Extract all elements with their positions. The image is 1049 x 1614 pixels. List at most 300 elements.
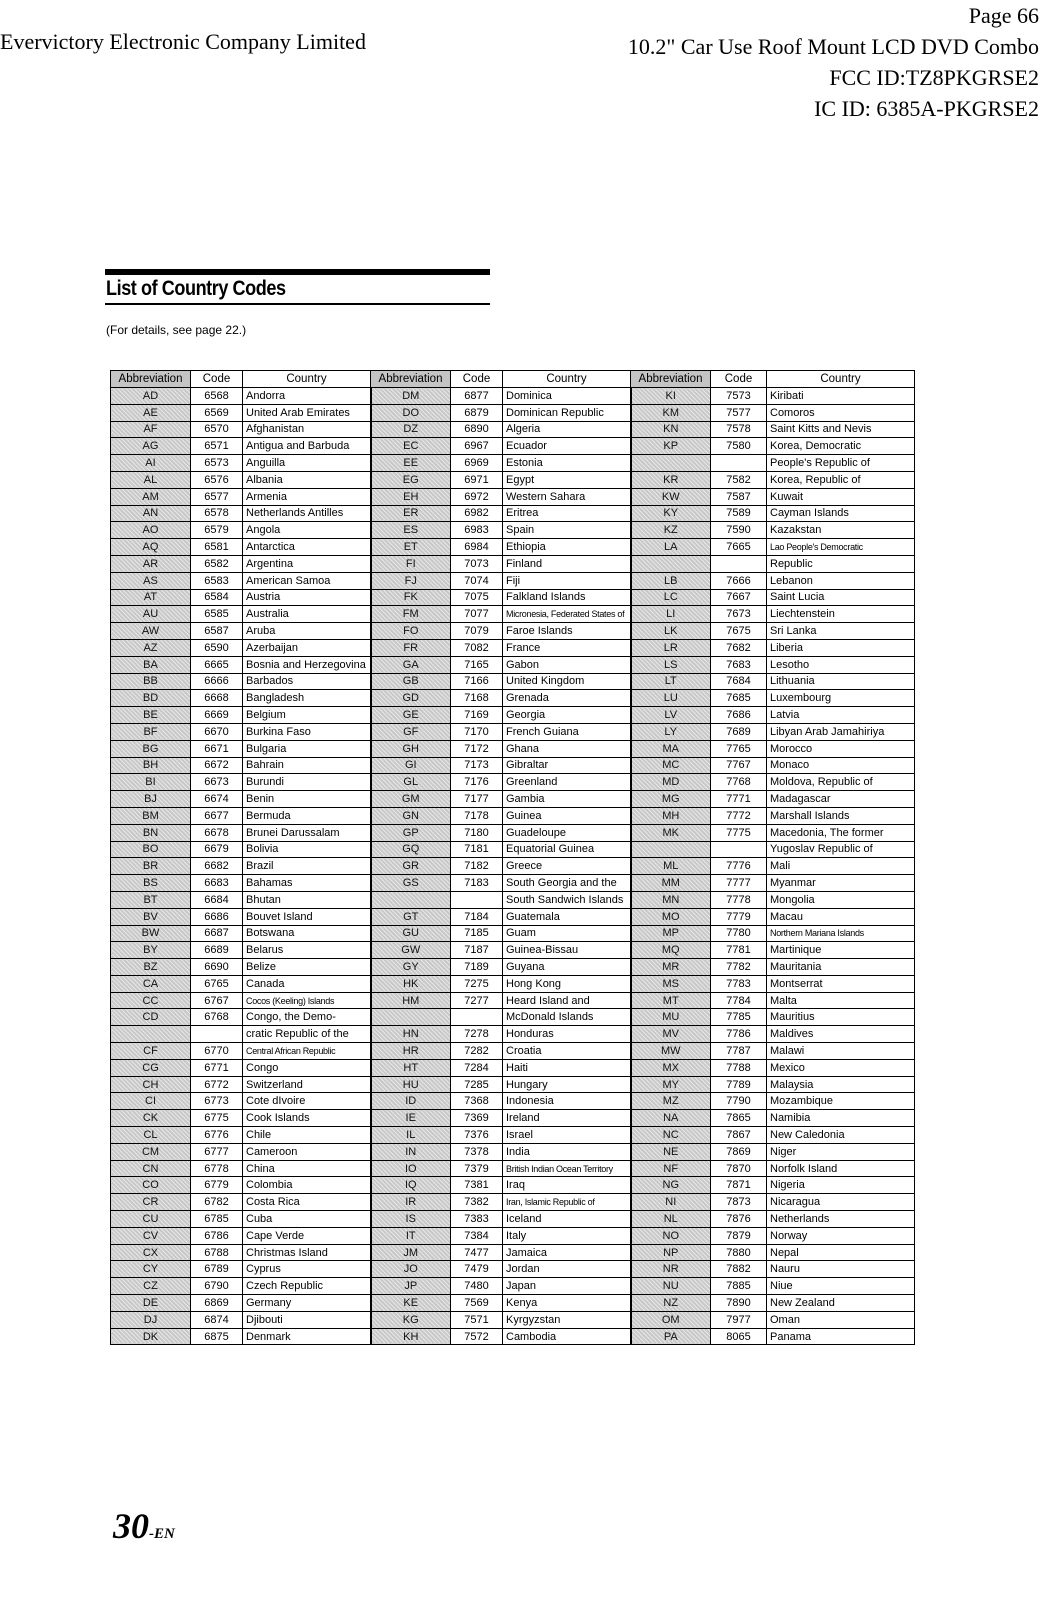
- code-cell: 7168: [451, 690, 503, 707]
- table-row: [111, 1043, 915, 1060]
- code-cell: 7865: [711, 1110, 767, 1127]
- abbreviation-cell: IR: [371, 1194, 451, 1211]
- country-cell: New Caledonia: [767, 1127, 915, 1144]
- code-cell: 7873: [711, 1194, 767, 1211]
- abbreviation-cell: LK: [631, 623, 711, 640]
- country-cell: Iraq: [503, 1177, 631, 1194]
- code-cell: 7787: [711, 1043, 767, 1060]
- abbreviation-cell: DJ: [111, 1311, 191, 1328]
- code-cell: 6786: [191, 1227, 243, 1244]
- code-cell: 7383: [451, 1211, 503, 1228]
- abbreviation-cell: IE: [371, 1110, 451, 1127]
- code-cell: 6674: [191, 791, 243, 808]
- table-row: [111, 740, 915, 757]
- country-cell: Namibia: [767, 1110, 915, 1127]
- abbreviation-cell: MK: [631, 824, 711, 841]
- country-cell: Monaco: [767, 757, 915, 774]
- abbreviation-cell: KG: [371, 1311, 451, 1328]
- country-cell: Czech Republic: [243, 1278, 371, 1295]
- abbreviation-cell: IL: [371, 1127, 451, 1144]
- code-cell: 7869: [711, 1143, 767, 1160]
- code-cell: 6579: [191, 522, 243, 539]
- country-cell: Australia: [243, 606, 371, 623]
- code-cell: 7578: [711, 421, 767, 438]
- abbreviation-cell: CN: [111, 1160, 191, 1177]
- title-rule-top: [105, 269, 490, 275]
- abbreviation-cell: AE: [111, 404, 191, 421]
- country-cell: Costa Rica: [243, 1194, 371, 1211]
- code-cell: 7073: [451, 555, 503, 572]
- country-cell: Chile: [243, 1127, 371, 1144]
- country-cell: Cuba: [243, 1211, 371, 1228]
- country-cell: United Kingdom: [503, 673, 631, 690]
- country-cell: Belgium: [243, 707, 371, 724]
- abbreviation-cell: BM: [111, 807, 191, 824]
- code-cell: 8065: [711, 1328, 767, 1345]
- code-cell: 7775: [711, 824, 767, 841]
- abbreviation-cell: NA: [631, 1110, 711, 1127]
- abbreviation-cell: KM: [631, 404, 711, 421]
- country-cell: Croatia: [503, 1043, 631, 1060]
- country-cell: Norway: [767, 1227, 915, 1244]
- code-cell: 7282: [451, 1043, 503, 1060]
- country-cell: Iceland: [503, 1211, 631, 1228]
- country-cell: Bangladesh: [243, 690, 371, 707]
- country-cell: Benin: [243, 791, 371, 808]
- abbreviation-cell: GM: [371, 791, 451, 808]
- abbreviation-cell: KR: [631, 471, 711, 488]
- code-cell: 7779: [711, 908, 767, 925]
- product-name: 10.2" Car Use Roof Mount LCD DVD Combo: [627, 34, 1039, 59]
- code-cell: 6583: [191, 572, 243, 589]
- country-cell: Canada: [243, 975, 371, 992]
- code-cell: 7277: [451, 992, 503, 1009]
- code-cell: 7571: [451, 1311, 503, 1328]
- code-cell: 7783: [711, 975, 767, 992]
- code-cell: 7177: [451, 791, 503, 808]
- abbreviation-cell: [371, 1009, 451, 1026]
- table-row: [111, 539, 915, 556]
- country-cell: Malaysia: [767, 1076, 915, 1093]
- code-cell: 7777: [711, 875, 767, 892]
- country-cell: Christmas Island: [243, 1244, 371, 1261]
- code-cell: 6568: [191, 388, 243, 405]
- page-number: [113, 1505, 175, 1547]
- title-rule-bottom: [105, 303, 490, 305]
- abbreviation-cell: ET: [371, 539, 451, 556]
- table-row: [111, 707, 915, 724]
- abbreviation-cell: AS: [111, 572, 191, 589]
- abbreviation-cell: BR: [111, 858, 191, 875]
- country-cell: Mauritius: [767, 1009, 915, 1026]
- code-cell: [711, 455, 767, 472]
- code-cell: 7880: [711, 1244, 767, 1261]
- abbreviation-cell: IT: [371, 1227, 451, 1244]
- country-cell: Cayman Islands: [767, 505, 915, 522]
- country-cell: Ireland: [503, 1110, 631, 1127]
- abbreviation-cell: AI: [111, 455, 191, 472]
- abbreviation-cell: CF: [111, 1043, 191, 1060]
- country-cell: Gabon: [503, 656, 631, 673]
- abbreviation-cell: PA: [631, 1328, 711, 1345]
- code-cell: 7870: [711, 1160, 767, 1177]
- country-cell: Japan: [503, 1278, 631, 1295]
- country-cell: Belarus: [243, 942, 371, 959]
- country-cell: Andorra: [243, 388, 371, 405]
- code-cell: 7666: [711, 572, 767, 589]
- code-cell: 7382: [451, 1194, 503, 1211]
- code-cell: 6581: [191, 539, 243, 556]
- abbreviation-cell: GE: [371, 707, 451, 724]
- code-cell: 6982: [451, 505, 503, 522]
- country-cell: Dominican Republic: [503, 404, 631, 421]
- country-cell: Spain: [503, 522, 631, 539]
- country-cell: Republic: [767, 555, 915, 572]
- code-cell: 6972: [451, 488, 503, 505]
- table-row: [111, 589, 915, 606]
- table-row: [111, 388, 915, 405]
- code-cell: 7180: [451, 824, 503, 841]
- country-cell: Niue: [767, 1278, 915, 1295]
- code-cell: 6686: [191, 908, 243, 925]
- code-cell: 7176: [451, 774, 503, 791]
- country-cell: Guyana: [503, 959, 631, 976]
- country-cell: Madagascar: [767, 791, 915, 808]
- abbreviation-cell: LV: [631, 707, 711, 724]
- country-cell: India: [503, 1143, 631, 1160]
- abbreviation-cell: IN: [371, 1143, 451, 1160]
- table-row: [111, 1261, 915, 1278]
- code-cell: 6670: [191, 723, 243, 740]
- abbreviation-cell: MS: [631, 975, 711, 992]
- table-row: [111, 1160, 915, 1177]
- abbreviation-cell: CI: [111, 1093, 191, 1110]
- ic-id: IC ID: 6385A-PKGRSE2: [814, 96, 1039, 121]
- code-cell: 7082: [451, 639, 503, 656]
- table-row: [111, 455, 915, 472]
- country-cell: Cocos (Keeling) Islands: [243, 992, 371, 1009]
- code-cell: 7871: [711, 1177, 767, 1194]
- code-cell: 6869: [191, 1295, 243, 1312]
- code-cell: 7569: [451, 1295, 503, 1312]
- country-cell: Greece: [503, 858, 631, 875]
- abbreviation-cell: BN: [111, 824, 191, 841]
- table-row: [111, 471, 915, 488]
- country-cell: Angola: [243, 522, 371, 539]
- country-cell: Heard Island and: [503, 992, 631, 1009]
- abbreviation-cell: AG: [111, 438, 191, 455]
- country-cell: Armenia: [243, 488, 371, 505]
- code-cell: 7867: [711, 1127, 767, 1144]
- country-cell: People's Republic of: [767, 455, 915, 472]
- country-cell: Korea, Republic of: [767, 471, 915, 488]
- table-row: [111, 1211, 915, 1228]
- code-cell: 7781: [711, 942, 767, 959]
- country-cell: Liberia: [767, 639, 915, 656]
- country-cell: Kuwait: [767, 488, 915, 505]
- code-cell: 7885: [711, 1278, 767, 1295]
- abbreviation-cell: BA: [111, 656, 191, 673]
- country-cell: Netherlands Antilles: [243, 505, 371, 522]
- country-cell: Nigeria: [767, 1177, 915, 1194]
- table-row: [111, 908, 915, 925]
- abbreviation-cell: AF: [111, 421, 191, 438]
- country-cell: China: [243, 1160, 371, 1177]
- country-cell: Kenya: [503, 1295, 631, 1312]
- header-code: Code: [191, 371, 243, 388]
- code-cell: 7686: [711, 707, 767, 724]
- code-cell: 6573: [191, 455, 243, 472]
- table-row: [111, 723, 915, 740]
- code-cell: 6690: [191, 959, 243, 976]
- table-row: [111, 1295, 915, 1312]
- code-cell: 6665: [191, 656, 243, 673]
- country-cell: Comoros: [767, 404, 915, 421]
- abbreviation-cell: CK: [111, 1110, 191, 1127]
- country-cell: Ecuador: [503, 438, 631, 455]
- abbreviation-cell: GB: [371, 673, 451, 690]
- code-cell: 6570: [191, 421, 243, 438]
- code-cell: 7075: [451, 589, 503, 606]
- abbreviation-cell: JM: [371, 1244, 451, 1261]
- country-cell: Nepal: [767, 1244, 915, 1261]
- abbreviation-cell: GA: [371, 656, 451, 673]
- code-cell: 7772: [711, 807, 767, 824]
- table-row: [111, 1143, 915, 1160]
- code-cell: 6789: [191, 1261, 243, 1278]
- code-cell: 6587: [191, 623, 243, 640]
- page-label: Page 66: [968, 3, 1039, 28]
- code-cell: 7079: [451, 623, 503, 640]
- country-cell: Bosnia and Herzegovina: [243, 656, 371, 673]
- abbreviation-cell: [371, 891, 451, 908]
- country-code-table-wrapper: [110, 370, 914, 1345]
- abbreviation-cell: AW: [111, 623, 191, 640]
- table-row: [111, 505, 915, 522]
- abbreviation-cell: MO: [631, 908, 711, 925]
- code-cell: 6683: [191, 875, 243, 892]
- abbreviation-cell: GR: [371, 858, 451, 875]
- code-cell: 7384: [451, 1227, 503, 1244]
- code-cell: 6772: [191, 1076, 243, 1093]
- code-cell: 7572: [451, 1328, 503, 1345]
- abbreviation-cell: DZ: [371, 421, 451, 438]
- abbreviation-cell: CH: [111, 1076, 191, 1093]
- code-cell: 7278: [451, 1026, 503, 1043]
- abbreviation-cell: IS: [371, 1211, 451, 1228]
- table-row: [111, 992, 915, 1009]
- code-cell: 7381: [451, 1177, 503, 1194]
- abbreviation-cell: NE: [631, 1143, 711, 1160]
- code-cell: 7684: [711, 673, 767, 690]
- country-cell: Cambodia: [503, 1328, 631, 1345]
- country-cell: Bahrain: [243, 757, 371, 774]
- abbreviation-cell: AO: [111, 522, 191, 539]
- code-cell: 6687: [191, 925, 243, 942]
- abbreviation-cell: BS: [111, 875, 191, 892]
- abbreviation-cell: AL: [111, 471, 191, 488]
- abbreviation-cell: LS: [631, 656, 711, 673]
- abbreviation-cell: GW: [371, 942, 451, 959]
- code-cell: 6677: [191, 807, 243, 824]
- abbreviation-cell: HN: [371, 1026, 451, 1043]
- table-row: [111, 1278, 915, 1295]
- abbreviation-cell: BJ: [111, 791, 191, 808]
- country-cell: Gambia: [503, 791, 631, 808]
- country-cell: Djibouti: [243, 1311, 371, 1328]
- country-cell: Sri Lanka: [767, 623, 915, 640]
- code-cell: 6785: [191, 1211, 243, 1228]
- country-cell: Libyan Arab Jamahiriya: [767, 723, 915, 740]
- country-cell: Brazil: [243, 858, 371, 875]
- code-cell: 6984: [451, 539, 503, 556]
- country-cell: Malawi: [767, 1043, 915, 1060]
- table-row: [111, 572, 915, 589]
- abbreviation-cell: KY: [631, 505, 711, 522]
- country-cell: Bermuda: [243, 807, 371, 824]
- abbreviation-cell: GY: [371, 959, 451, 976]
- page-number-value: 30: [113, 1506, 149, 1546]
- abbreviation-cell: DO: [371, 404, 451, 421]
- code-cell: [711, 841, 767, 858]
- country-cell: Niger: [767, 1143, 915, 1160]
- abbreviation-cell: CD: [111, 1009, 191, 1026]
- code-cell: 6582: [191, 555, 243, 572]
- abbreviation-cell: GL: [371, 774, 451, 791]
- code-cell: 7778: [711, 891, 767, 908]
- country-cell: Denmark: [243, 1328, 371, 1345]
- code-cell: 7165: [451, 656, 503, 673]
- table-row: [111, 656, 915, 673]
- code-cell: 7882: [711, 1261, 767, 1278]
- table-row: [111, 975, 915, 992]
- abbreviation-cell: LY: [631, 723, 711, 740]
- abbreviation-cell: CG: [111, 1059, 191, 1076]
- header-abbreviation: Abbreviation: [631, 371, 711, 388]
- code-cell: 6576: [191, 471, 243, 488]
- abbreviation-cell: KN: [631, 421, 711, 438]
- abbreviation-cell: KW: [631, 488, 711, 505]
- abbreviation-cell: GU: [371, 925, 451, 942]
- abbreviation-cell: GD: [371, 690, 451, 707]
- abbreviation-cell: EE: [371, 455, 451, 472]
- code-cell: 7184: [451, 908, 503, 925]
- code-cell: 6777: [191, 1143, 243, 1160]
- abbreviation-cell: FI: [371, 555, 451, 572]
- country-cell: Guinea-Bissau: [503, 942, 631, 959]
- code-cell: 7587: [711, 488, 767, 505]
- abbreviation-cell: CL: [111, 1127, 191, 1144]
- country-cell: Georgia: [503, 707, 631, 724]
- abbreviation-cell: NL: [631, 1211, 711, 1228]
- country-cell: Haiti: [503, 1059, 631, 1076]
- abbreviation-cell: MA: [631, 740, 711, 757]
- country-cell: Kiribati: [767, 388, 915, 405]
- country-cell: American Samoa: [243, 572, 371, 589]
- code-cell: 6875: [191, 1328, 243, 1345]
- code-cell: 6584: [191, 589, 243, 606]
- abbreviation-cell: NG: [631, 1177, 711, 1194]
- abbreviation-cell: NO: [631, 1227, 711, 1244]
- country-cell: Netherlands: [767, 1211, 915, 1228]
- code-cell: 7580: [711, 438, 767, 455]
- table-row: [111, 1127, 915, 1144]
- abbreviation-cell: BT: [111, 891, 191, 908]
- table-row: [111, 841, 915, 858]
- code-cell: [451, 1009, 503, 1026]
- abbreviation-cell: IO: [371, 1160, 451, 1177]
- table-row: [111, 774, 915, 791]
- code-cell: 6768: [191, 1009, 243, 1026]
- country-cell: Anguilla: [243, 455, 371, 472]
- code-cell: 7477: [451, 1244, 503, 1261]
- code-cell: 7689: [711, 723, 767, 740]
- country-cell: Argentina: [243, 555, 371, 572]
- abbreviation-cell: HT: [371, 1059, 451, 1076]
- code-cell: 7879: [711, 1227, 767, 1244]
- header-code: Code: [451, 371, 503, 388]
- code-cell: 6969: [451, 455, 503, 472]
- code-cell: 7573: [711, 388, 767, 405]
- country-cell: Eritrea: [503, 505, 631, 522]
- abbreviation-cell: ER: [371, 505, 451, 522]
- country-cell: Equatorial Guinea: [503, 841, 631, 858]
- abbreviation-cell: MN: [631, 891, 711, 908]
- country-cell: Nauru: [767, 1261, 915, 1278]
- abbreviation-cell: MM: [631, 875, 711, 892]
- abbreviation-cell: NC: [631, 1127, 711, 1144]
- abbreviation-cell: LC: [631, 589, 711, 606]
- country-cell: Hungary: [503, 1076, 631, 1093]
- country-cell: France: [503, 639, 631, 656]
- table-row: [111, 1093, 915, 1110]
- code-cell: 6778: [191, 1160, 243, 1177]
- table-row: [111, 757, 915, 774]
- code-cell: 7077: [451, 606, 503, 623]
- abbreviation-cell: NR: [631, 1261, 711, 1278]
- table-row: [111, 858, 915, 875]
- country-cell: Guinea: [503, 807, 631, 824]
- country-cell: Liechtenstein: [767, 606, 915, 623]
- country-cell: Israel: [503, 1127, 631, 1144]
- country-cell: Macau: [767, 908, 915, 925]
- country-cell: Burundi: [243, 774, 371, 791]
- code-cell: 6571: [191, 438, 243, 455]
- abbreviation-cell: MT: [631, 992, 711, 1009]
- abbreviation-cell: HM: [371, 992, 451, 1009]
- table-row: [111, 623, 915, 640]
- abbreviation-cell: CU: [111, 1211, 191, 1228]
- header-country: Country: [503, 371, 631, 388]
- abbreviation-cell: NI: [631, 1194, 711, 1211]
- abbreviation-cell: CC: [111, 992, 191, 1009]
- country-cell: Gibraltar: [503, 757, 631, 774]
- code-cell: 7977: [711, 1311, 767, 1328]
- code-cell: 6678: [191, 824, 243, 841]
- abbreviation-cell: GP: [371, 824, 451, 841]
- code-cell: 6679: [191, 841, 243, 858]
- country-cell: Cape Verde: [243, 1227, 371, 1244]
- code-cell: [451, 891, 503, 908]
- code-cell: 7776: [711, 858, 767, 875]
- country-cell: Italy: [503, 1227, 631, 1244]
- country-cell: Mauritania: [767, 959, 915, 976]
- abbreviation-cell: BB: [111, 673, 191, 690]
- country-cell: Dominica: [503, 388, 631, 405]
- country-cell: Western Sahara: [503, 488, 631, 505]
- abbreviation-cell: BO: [111, 841, 191, 858]
- abbreviation-cell: NZ: [631, 1295, 711, 1312]
